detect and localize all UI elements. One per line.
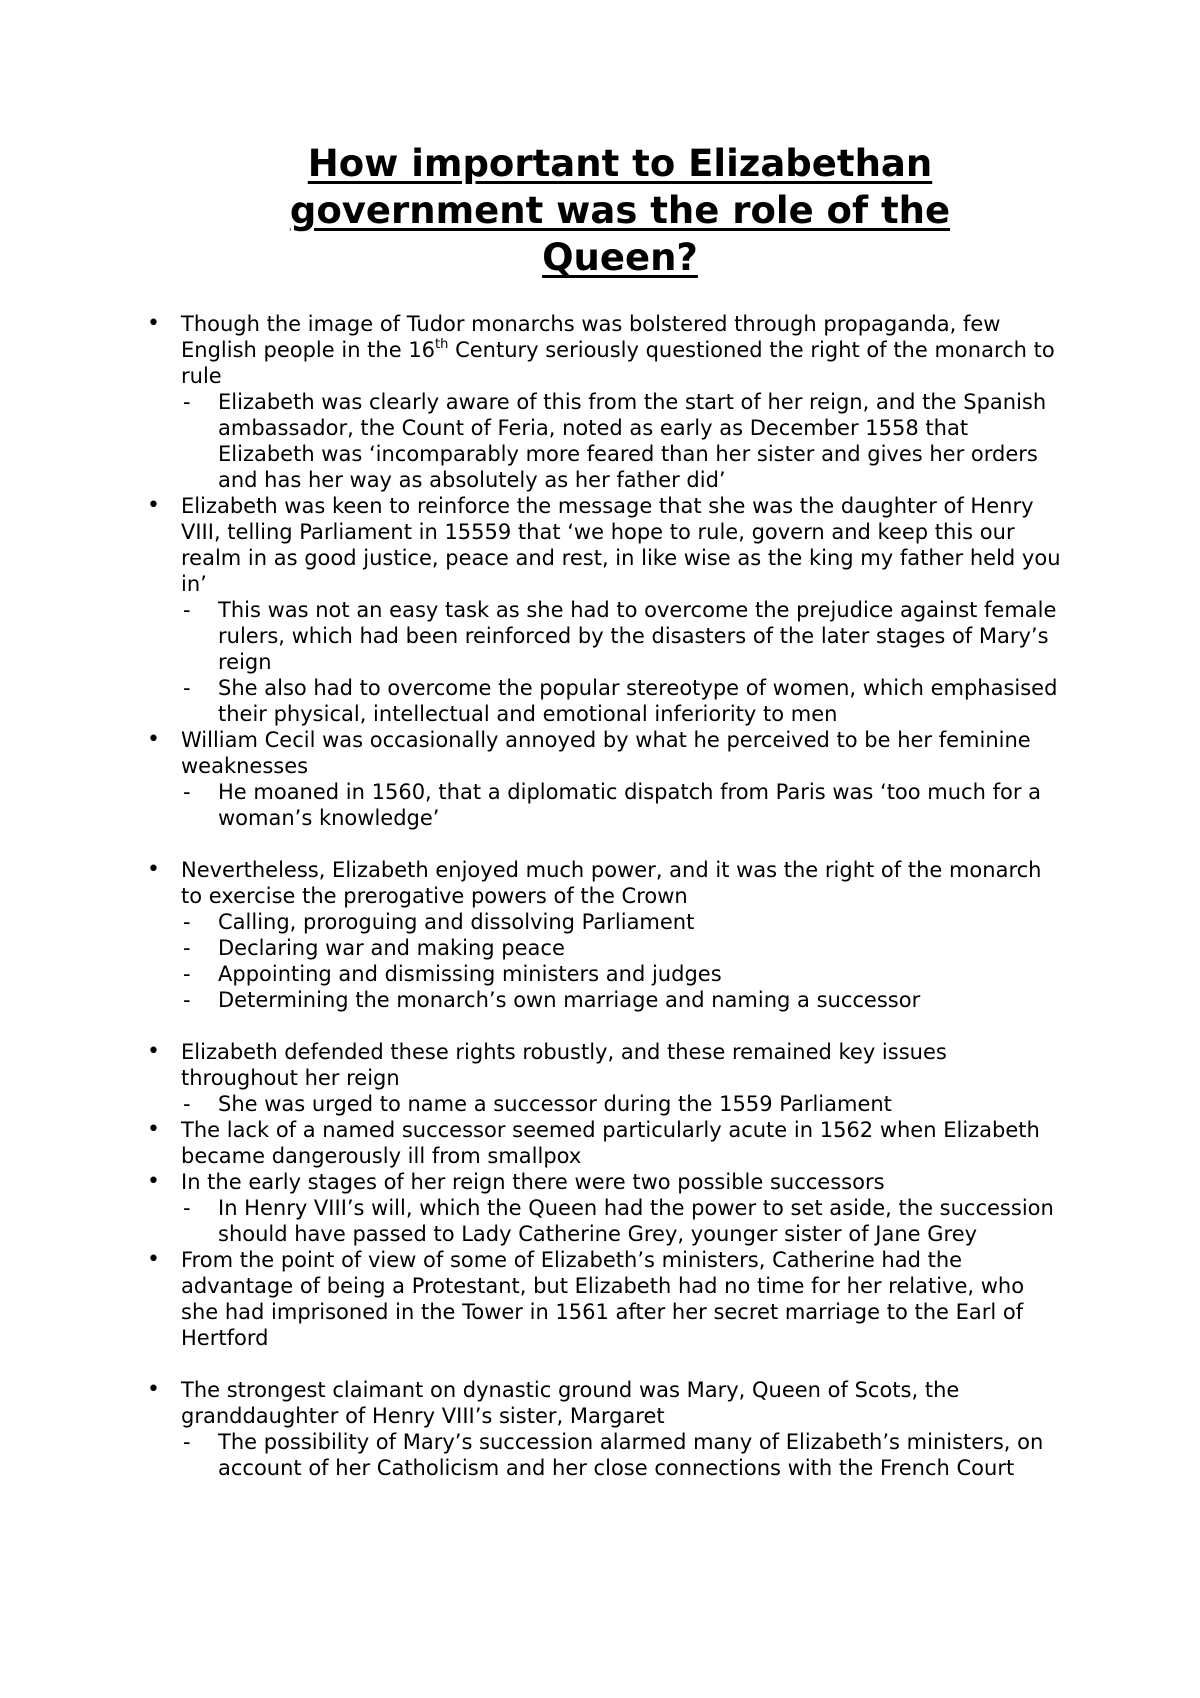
item-text-continued: Century seriously questioned the right of the monarch to rule bbox=[181, 338, 1055, 388]
bullet-icon: • bbox=[147, 1039, 160, 1064]
document-title bbox=[160, 140, 1080, 281]
item-text: The lack of a named successor seemed particularly acute in 1562 when Elizabeth became dangerously ill from smallpox bbox=[181, 1118, 1040, 1168]
sub-bullet-item bbox=[0, 675, 1068, 727]
bullet-item bbox=[0, 1039, 1061, 1091]
sub-bullet-item bbox=[0, 909, 1068, 935]
bullet-item bbox=[0, 727, 1061, 779]
superscript: th bbox=[435, 337, 449, 352]
bullet-icon: • bbox=[147, 1117, 160, 1142]
item-text: Appointing and dismissing ministers and judges bbox=[218, 962, 722, 986]
item-text: In the early stages of her reign there were two possible successors bbox=[181, 1170, 885, 1194]
item-text: From the point of view of some of Elizabeth’s ministers, Catherine had the advantage of being a Protestant, but Elizabeth had no time for her relative, who she had imprisoned in the Tower in 1561 after her secret marriage to the Earl of Hertford bbox=[181, 1248, 1025, 1350]
bullet-icon: • bbox=[147, 1169, 160, 1194]
dash-icon: - bbox=[183, 962, 191, 986]
bullet-item bbox=[0, 857, 1061, 909]
item-text: William Cecil was occasionally annoyed by what he perceived to be her feminine weaknesses bbox=[181, 728, 1031, 778]
bullet-icon: • bbox=[147, 493, 160, 518]
sub-bullet-item bbox=[0, 961, 1068, 987]
bullet-item bbox=[0, 1377, 1061, 1429]
sub-bullet-item bbox=[0, 1195, 1068, 1247]
sub-bullet-item bbox=[0, 779, 1068, 831]
bullet-item bbox=[0, 493, 1061, 597]
dash-icon: - bbox=[183, 676, 191, 700]
item-text: Declaring war and making peace bbox=[218, 936, 565, 960]
bullet-item bbox=[0, 1247, 1061, 1351]
bullet-list bbox=[0, 311, 1200, 1481]
title-line: government was the role of the bbox=[289, 189, 951, 232]
title-line: How important to Elizabethan bbox=[307, 142, 933, 185]
bullet-icon: • bbox=[147, 311, 160, 336]
title-line: Queen? bbox=[542, 236, 698, 279]
item-text: She also had to overcome the popular stereotype of women, which emphasised their physical, intellectual and emotional inferiority to men bbox=[218, 676, 1058, 726]
bullet-item bbox=[0, 1117, 1061, 1169]
item-text: Elizabeth defended these rights robustly, and these remained key issues throughout her reign bbox=[181, 1040, 947, 1090]
item-text: She was urged to name a successor during the 1559 Parliament bbox=[218, 1092, 892, 1116]
item-text: In Henry VIII’s will, which the Queen had the power to set aside, the succession should have passed to Lady Catherine Grey, younger sister of Jane Grey bbox=[218, 1196, 1054, 1246]
item-text: Though the image of Tudor monarchs was bolstered through propaganda, few English people in the 16 bbox=[181, 312, 1001, 362]
item-text: Calling, proroguing and dissolving Parliament bbox=[218, 910, 695, 934]
dash-icon: - bbox=[183, 780, 191, 804]
dash-icon: - bbox=[183, 1092, 191, 1116]
dash-icon: - bbox=[183, 936, 191, 960]
dash-icon: - bbox=[183, 910, 191, 934]
item-text: Elizabeth was clearly aware of this from the start of her reign, and the Spanish ambassador, the Count of Feria, noted as early as December 1558 that Elizabeth was ‘incomparably more feared than her sister and gives her orders and has her way as absolutely as her father did’ bbox=[218, 390, 1047, 492]
item-text: The possibility of Mary’s succession alarmed many of Elizabeth’s ministers, on account of her Catholicism and her close connections with the French Court bbox=[218, 1430, 1044, 1480]
sub-bullet-item bbox=[0, 597, 1068, 675]
dash-icon: - bbox=[183, 988, 191, 1012]
bullet-icon: • bbox=[147, 1377, 160, 1402]
sub-bullet-item bbox=[0, 987, 1068, 1013]
item-text: He moaned in 1560, that a diplomatic dispatch from Paris was ‘too much for a woman’s knowledge’ bbox=[218, 780, 1042, 830]
bullet-icon: • bbox=[147, 1247, 160, 1272]
item-text: This was not an easy task as she had to overcome the prejudice against female rulers, which had been reinforced by the disasters of the later stages of Mary’s reign bbox=[218, 598, 1057, 674]
item-text: Determining the monarch’s own marriage and naming a successor bbox=[218, 988, 921, 1012]
dash-icon: - bbox=[183, 1196, 191, 1220]
sub-bullet-item bbox=[0, 1091, 1068, 1117]
bullet-icon: • bbox=[147, 727, 160, 752]
item-text: Nevertheless, Elizabeth enjoyed much power, and it was the right of the monarch to exercise the prerogative powers of the Crown bbox=[181, 858, 1042, 908]
bullet-item bbox=[0, 311, 1061, 389]
item-text: Elizabeth was keen to reinforce the message that she was the daughter of Henry VIII, telling Parliament in 15559 that ‘we hope to rule, govern and keep this our realm in as good justice, peace and rest, in like wise as the king my father held you in’ bbox=[181, 494, 1061, 596]
sub-bullet-item bbox=[0, 389, 1068, 493]
sub-bullet-item bbox=[0, 1429, 1068, 1481]
dash-icon: - bbox=[183, 390, 191, 414]
bullet-icon: • bbox=[147, 857, 160, 882]
sub-bullet-item bbox=[0, 935, 1068, 961]
dash-icon: - bbox=[183, 598, 191, 622]
dash-icon: - bbox=[183, 1430, 191, 1454]
bullet-item bbox=[0, 1169, 1061, 1195]
item-text: The strongest claimant on dynastic ground was Mary, Queen of Scots, the granddaughter of Henry VIII’s sister, Margaret bbox=[181, 1378, 960, 1428]
